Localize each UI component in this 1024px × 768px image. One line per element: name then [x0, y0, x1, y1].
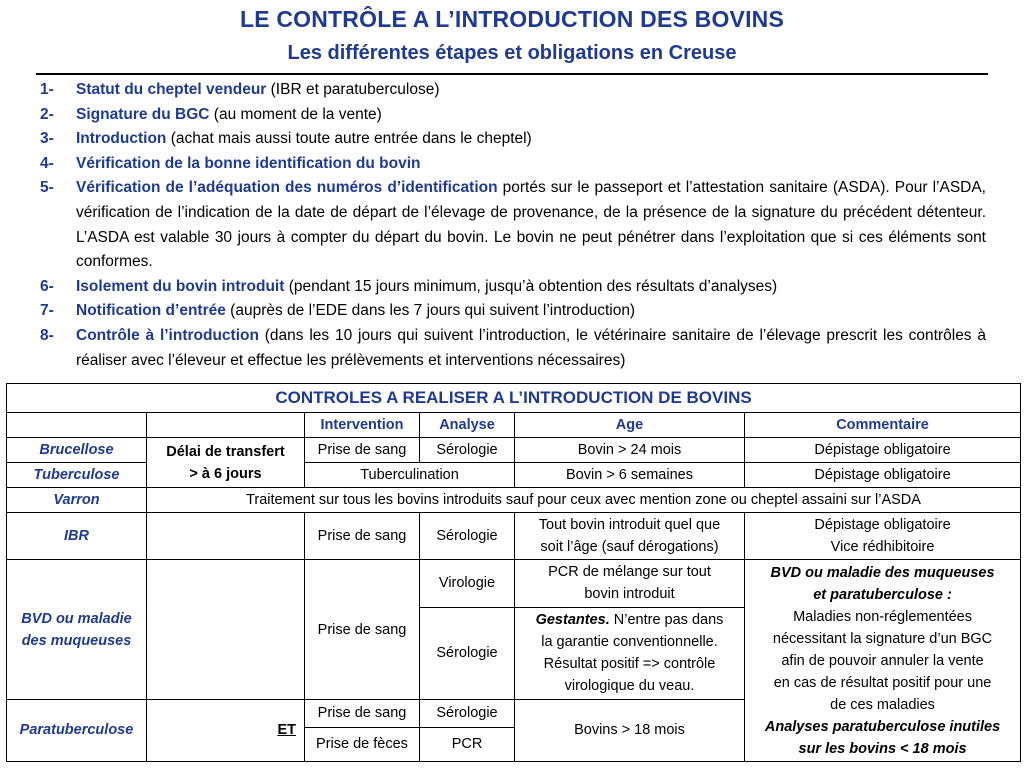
step-item — [40, 176, 986, 274]
step-number: 7- — [40, 302, 54, 320]
step-item — [40, 275, 986, 300]
bvd-virologie: Virologie — [420, 560, 515, 607]
step-item — [40, 103, 986, 128]
brucellose-intervention: Prise de sang — [305, 438, 420, 463]
step-heading: Isolement du bovin introduit — [76, 277, 285, 295]
step-text: portés sur le passeport et l’attestation sanitaire (ASDA). Pour l’ASDA, vérification de l’indication de la date de départ de l’élevage de provenance, de la présence de la signature du précédent détenteur. L’ASDA est valable 30 jours à compter du départ du bovin. Le bovin ne peut pénétrer dans l’exploitation que si ces éléments sont conformes. — [76, 179, 986, 271]
page-subtitle: Les différentes étapes et obligations en Creuse — [287, 42, 737, 64]
delai-line1: Délai de transfert — [166, 443, 285, 460]
step-number: 4- — [40, 154, 54, 172]
page-title: LE CONTRÔLE A L’INTRODUCTION DES BOVINS — [239, 6, 785, 32]
header-empty-cell — [147, 413, 305, 438]
disease-ibr: IBR — [7, 513, 147, 560]
step-text: (IBR et paratuberculose) — [266, 81, 440, 98]
bvd-empty-cell — [147, 560, 305, 699]
brucellose-commentaire: Dépistage obligatoire — [745, 438, 1021, 463]
bvd-serologie: Sérologie — [420, 607, 515, 699]
header-analyse: Analyse — [420, 413, 515, 438]
ibr-intervention: Prise de sang — [305, 513, 420, 560]
step-heading: Signature du BGC — [76, 105, 210, 123]
step-number: 2- — [40, 105, 54, 123]
header-intervention: Intervention — [305, 413, 420, 438]
step-number: 3- — [40, 130, 54, 148]
header-empty-cell — [7, 413, 147, 438]
step-heading: Statut du cheptel vendeur — [76, 81, 267, 98]
tuberculose-intervention: Tuberculination — [305, 463, 515, 488]
step-item — [40, 127, 986, 152]
bvd-intervention: Prise de sang — [305, 560, 420, 699]
brucellose-age: Bovin > 24 mois — [515, 438, 745, 463]
step-heading: Contrôle à l’introduction — [76, 326, 259, 344]
bvd-gestantes: Gestantes. N’entre pas dans la garantie conventionnelle. Résultat positif => contrôle virologique du veau. — [515, 607, 745, 699]
ibr-analyse: Sérologie — [420, 513, 515, 560]
ibr-age: Tout bovin introduit quel que soit l’âge (sauf dérogations) — [515, 513, 745, 560]
paratub-intervention-2: Prise de fèces — [305, 727, 420, 761]
header-commentaire: Commentaire — [745, 413, 1021, 438]
paratub-analyse-2: PCR — [420, 727, 515, 761]
step-number: 6- — [40, 277, 54, 295]
steps-list — [40, 78, 986, 373]
comment-block: BVD ou maladie des muqueuses et paratuberculose : Maladies non-réglementées nécessitant la signature d’un BGC afin de pouvoir annuler la vente en cas de résultat positif pour une de ces maladies Analyses paratuberculose inutiles sur les bovins < 18 mois — [745, 560, 1021, 762]
step-item — [40, 324, 986, 373]
disease-bvd: BVD ou maladie des muqueuses — [7, 560, 147, 699]
tuberculose-age: Bovin > 6 semaines — [515, 463, 745, 488]
step-number: 8- — [40, 326, 54, 344]
step-item — [40, 299, 986, 324]
paratub-age: Bovins > 18 mois — [515, 699, 745, 761]
disease-paratuberculose: Paratuberculose — [7, 699, 147, 761]
delai-line2: > à 6 jours — [189, 465, 262, 482]
bvd-virologie-age: PCR de mélange sur tout bovin introduit — [515, 560, 745, 607]
header-age: Age — [515, 413, 745, 438]
ibr-empty-cell — [147, 513, 305, 560]
step-item — [40, 78, 986, 103]
tuberculose-commentaire: Dépistage obligatoire — [745, 463, 1021, 488]
table-title: CONTROLES A REALISER A L’INTRODUCTION DE BOVINS — [7, 384, 1021, 413]
step-text: (pendant 15 jours minimum, jusqu’à obtention des résultats d’analyses) — [284, 277, 778, 295]
step-text: (dans les 10 jours qui suivent l’introduction, le vétérinaire sanitaire de l’élevage prescrit les contrôles à réaliser avec l’éleveur et effectue les prélèvements et interventions nécessaires) — [76, 326, 986, 369]
paratub-intervention-1: Prise de sang — [305, 699, 420, 727]
step-number: 5- — [40, 179, 54, 197]
paratub-analyse-1: Sérologie — [420, 699, 515, 727]
disease-tuberculose: Tuberculose — [7, 463, 147, 488]
delai-transfert-cell — [147, 438, 305, 488]
brucellose-analyse: Sérologie — [420, 438, 515, 463]
varron-text: Traitement sur tous les bovins introduits sauf pour ceux avec mention zone ou cheptel assaini sur l’ASDA — [147, 488, 1021, 513]
step-text: (au moment de la vente) — [209, 105, 382, 123]
disease-varron: Varron — [7, 488, 147, 513]
step-heading: Notification d’entrée — [76, 302, 226, 320]
disease-brucellose: Brucellose — [7, 438, 147, 463]
step-heading: Vérification de la bonne identification du bovin — [76, 154, 421, 172]
ibr-commentaire: Dépistage obligatoire Vice rédhibitoire — [745, 513, 1021, 560]
et-label: ET — [277, 722, 296, 739]
step-heading: Vérification de l’adéquation des numéros d’identification — [76, 179, 498, 197]
step-text: (achat mais aussi toute autre entrée dans le cheptel) — [166, 130, 532, 148]
step-number: 1- — [40, 81, 54, 98]
step-text: (auprès de l’EDE dans les 7 jours qui suivent l’introduction) — [225, 302, 636, 320]
controls-table — [6, 383, 1021, 762]
title-divider — [36, 73, 988, 75]
step-item — [40, 152, 986, 177]
step-heading: Introduction — [76, 130, 167, 148]
